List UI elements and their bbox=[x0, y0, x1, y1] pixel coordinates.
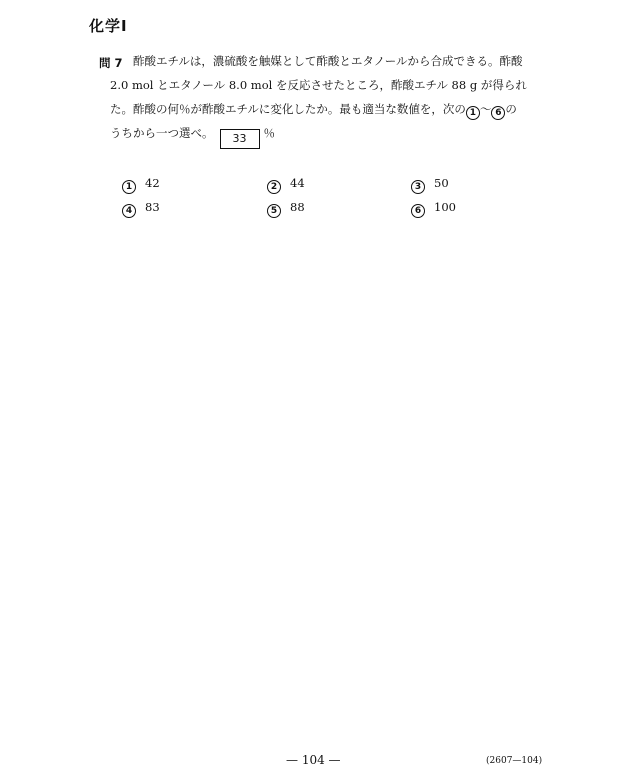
choice-marker: 3 bbox=[411, 180, 425, 194]
question-text-line-4-main: うちから一つ選べ。 bbox=[110, 126, 214, 140]
question-text-line-3-main: た。酢酸の何％が酢酸エチルに変化したか。最も適当な数値を，次の bbox=[110, 102, 466, 116]
choice-value: 44 bbox=[290, 176, 305, 190]
range-start-marker: 1 bbox=[466, 106, 480, 120]
choice-marker: 6 bbox=[411, 204, 425, 218]
answer-box: 33 bbox=[220, 129, 260, 149]
choice-1 bbox=[122, 176, 160, 194]
range-separator: ～ bbox=[479, 102, 492, 116]
question-number: 問 7 bbox=[99, 56, 123, 70]
question-text-line-4 bbox=[110, 125, 275, 149]
choice-marker: 2 bbox=[267, 180, 281, 194]
choice-value: 42 bbox=[145, 176, 160, 190]
question-text-line-1: 酢酸エチルは，濃硫酸を触媒として酢酸とエタノールから合成できる。酢酸 bbox=[133, 54, 523, 68]
choice-4 bbox=[122, 200, 160, 218]
choice-value: 83 bbox=[145, 200, 160, 214]
question-text-line-3-end: の bbox=[505, 102, 517, 116]
page-number: — 104 — bbox=[286, 753, 341, 767]
choice-6 bbox=[411, 200, 456, 218]
subject-heading: 化学Ⅰ bbox=[89, 17, 128, 35]
document-code: (2607—104) bbox=[486, 756, 543, 766]
choice-marker: 4 bbox=[122, 204, 136, 218]
answer-unit: ％ bbox=[263, 126, 275, 140]
choice-3 bbox=[411, 176, 449, 194]
choice-value: 100 bbox=[434, 200, 456, 214]
question-text-line-3 bbox=[110, 101, 517, 120]
question-text-line-2: 2.0 mol とエタノール 8.0 mol を反応させたところ，酢酸エチル 88 g が得られ bbox=[110, 78, 527, 92]
choice-value: 50 bbox=[434, 176, 449, 190]
range-end-marker: 6 bbox=[491, 106, 505, 120]
choice-marker: 5 bbox=[267, 204, 281, 218]
choice-value: 88 bbox=[290, 200, 305, 214]
choice-2 bbox=[267, 176, 305, 194]
choice-marker: 1 bbox=[122, 180, 136, 194]
choice-5 bbox=[267, 200, 305, 218]
